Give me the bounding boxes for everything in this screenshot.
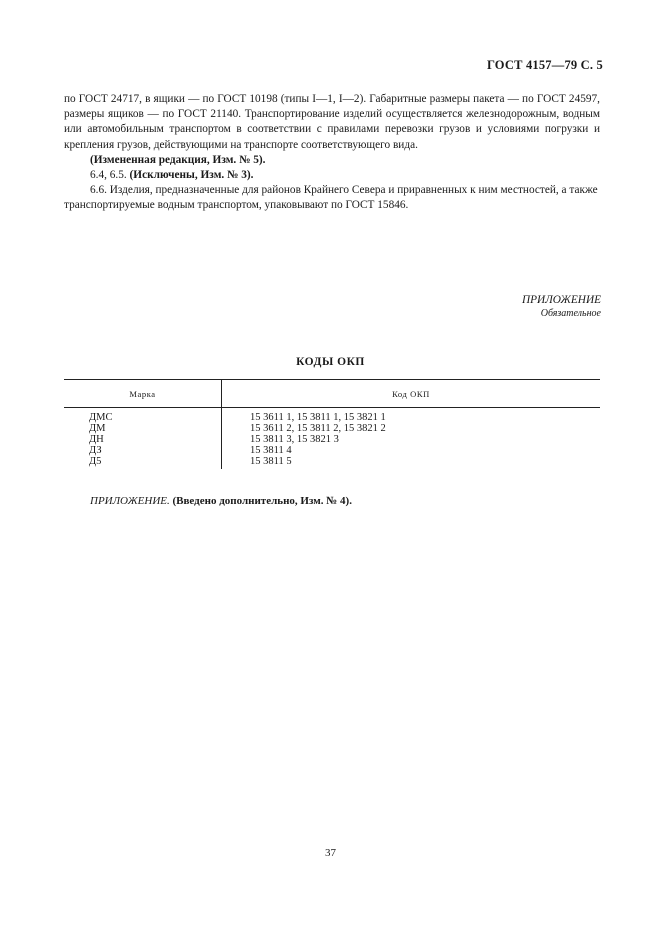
clause-number: 6.4, 6.5. bbox=[90, 169, 130, 182]
paragraph-6-6: 6.6. Изделия, предназначенные для районов Крайнего Севера и приравненных к ним местностей, а также транспортируемые водным транспортом, упаковывают по ГОСТ 15846. bbox=[64, 184, 598, 212]
body-text bbox=[64, 92, 600, 214]
cell-code: 15 3811 5 bbox=[250, 456, 292, 467]
cell-grade: ДМС bbox=[64, 408, 222, 424]
appendix-subtitle: Обязательное bbox=[540, 308, 601, 319]
appendix-title: ПРИЛОЖЕНИЕ bbox=[521, 294, 601, 306]
cell-code: 15 3811 4 bbox=[250, 445, 292, 456]
table-row bbox=[64, 456, 600, 469]
page-header: ГОСТ 4157—79 С. 5 bbox=[486, 58, 603, 72]
paragraph-transport: по ГОСТ 24717, в ящики — по ГОСТ 10198 (типы I—1, I—2). Габаритные размеры пакета — по ГОСТ 24597, размеры ящиков — по ГОСТ 21140. Транспортирование изделий осуществляется железнодорожным, водным или автомобильным транспортом в соответствии с правилами перевозки грузов и условиями погрузки и крепления грузов, действующими на транспорте соответствующего вида. bbox=[64, 93, 600, 151]
column-header-grade: Марка bbox=[64, 380, 222, 408]
table-header-row bbox=[64, 380, 600, 408]
excluded-note: (Исключены, Изм. № 3). bbox=[129, 169, 254, 182]
cell-grade: ДМ bbox=[64, 423, 222, 434]
page-number: 37 bbox=[325, 847, 336, 859]
table-row bbox=[64, 445, 600, 456]
table-row bbox=[64, 408, 600, 424]
column-header-code: Код ОКП bbox=[222, 380, 601, 408]
appendix-heading bbox=[522, 294, 601, 320]
table-title: КОДЫ ОКП bbox=[296, 356, 365, 368]
footnote-note: (Введено дополнительно, Изм. № 4). bbox=[172, 495, 352, 507]
okp-codes-table bbox=[64, 379, 600, 469]
cell-code: 15 3811 3, 15 3821 3 bbox=[250, 434, 339, 445]
edit-note: (Измененная редакция, Изм. № 5). bbox=[90, 153, 266, 166]
cell-grade: ДН bbox=[64, 434, 222, 445]
table-row bbox=[64, 434, 600, 445]
cell-grade: Д5 bbox=[64, 456, 222, 469]
cell-code: 15 3611 1, 15 3811 1, 15 3821 1 bbox=[250, 412, 386, 423]
table-row bbox=[64, 423, 600, 434]
paragraph-6-4 bbox=[64, 168, 600, 183]
appendix-footnote bbox=[90, 495, 352, 507]
cell-code: 15 3611 2, 15 3811 2, 15 3821 2 bbox=[250, 423, 386, 434]
footnote-label: ПРИЛОЖЕНИЕ. bbox=[90, 495, 170, 507]
cell-grade: ДЗ bbox=[64, 445, 222, 456]
